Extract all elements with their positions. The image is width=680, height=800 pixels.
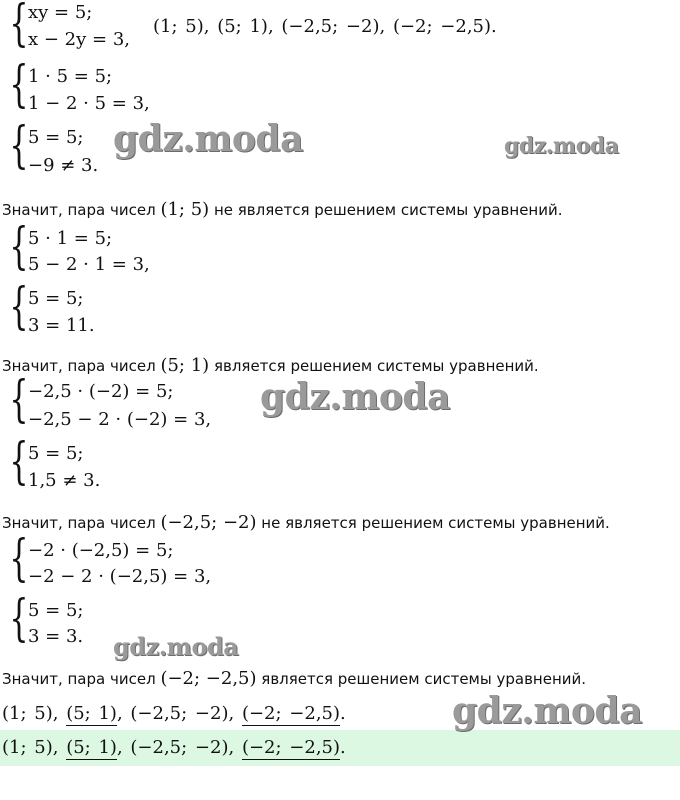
- left-brace: {: [9, 55, 29, 113]
- equation: 3 = 3.: [28, 626, 84, 647]
- equation: 5 = 5;: [28, 443, 84, 464]
- left-brace: {: [9, 116, 29, 174]
- conclusion-text: Значит, пара чисел (1; 5) не является решением системы уравнений.: [2, 199, 563, 220]
- final-pairs: (1; 5), (5; 1), (−2,5; −2), (−2; −2,5).: [2, 703, 346, 724]
- equation: 5 = 5;: [28, 288, 84, 309]
- conclusion-text: Значит, пара чисел (5; 1) является решением системы уравнений.: [2, 355, 539, 376]
- left-brace: {: [9, 589, 29, 647]
- watermark-logo: gdz.moda: [504, 133, 619, 159]
- equation: −9 ≠ 3.: [28, 155, 99, 176]
- left-brace: {: [9, 432, 29, 490]
- equation: −2,5 − 2 · (−2) = 3,: [28, 409, 212, 430]
- answer-pairs: (1; 5), (5; 1), (−2,5; −2), (−2; −2,5).: [2, 737, 346, 758]
- equation: −2 − 2 · (−2,5) = 3,: [28, 566, 212, 587]
- watermark-logo: gdz.moda: [113, 632, 239, 661]
- left-brace: {: [9, 0, 29, 52]
- left-brace: {: [9, 217, 29, 275]
- candidate-pairs: (1; 5), (5; 1), (−2,5; −2), (−2; −2,5).: [153, 16, 497, 37]
- equation: 3 = 11.: [28, 315, 95, 336]
- equation: 5 = 5;: [28, 600, 84, 621]
- watermark-logo: gdz.moda: [260, 376, 450, 418]
- equation: x − 2y = 3,: [28, 29, 130, 50]
- equation: 1,5 ≠ 3.: [28, 470, 101, 491]
- equation: 5 · 1 = 5;: [28, 228, 113, 249]
- equation: xy = 5;: [28, 2, 93, 23]
- equation: 1 − 2 · 5 = 3,: [28, 93, 150, 114]
- watermark-logo: gdz.moda: [452, 690, 642, 732]
- conclusion-text: Значит, пара чисел (−2; −2,5) является решением системы уравнений.: [2, 668, 587, 689]
- equation: 5 − 2 · 1 = 3,: [28, 254, 150, 275]
- equation: −2 · (−2,5) = 5;: [28, 540, 174, 561]
- equation: 5 = 5;: [28, 127, 84, 148]
- watermark-logo: gdz.moda: [113, 118, 303, 160]
- left-brace: {: [9, 370, 29, 428]
- conclusion-text: Значит, пара чисел (−2,5; −2) не является решением системы уравнений.: [2, 512, 610, 533]
- equation: −2,5 · (−2) = 5;: [28, 381, 174, 402]
- left-brace: {: [9, 277, 29, 335]
- left-brace: {: [9, 529, 29, 587]
- equation: 1 · 5 = 5;: [28, 66, 113, 87]
